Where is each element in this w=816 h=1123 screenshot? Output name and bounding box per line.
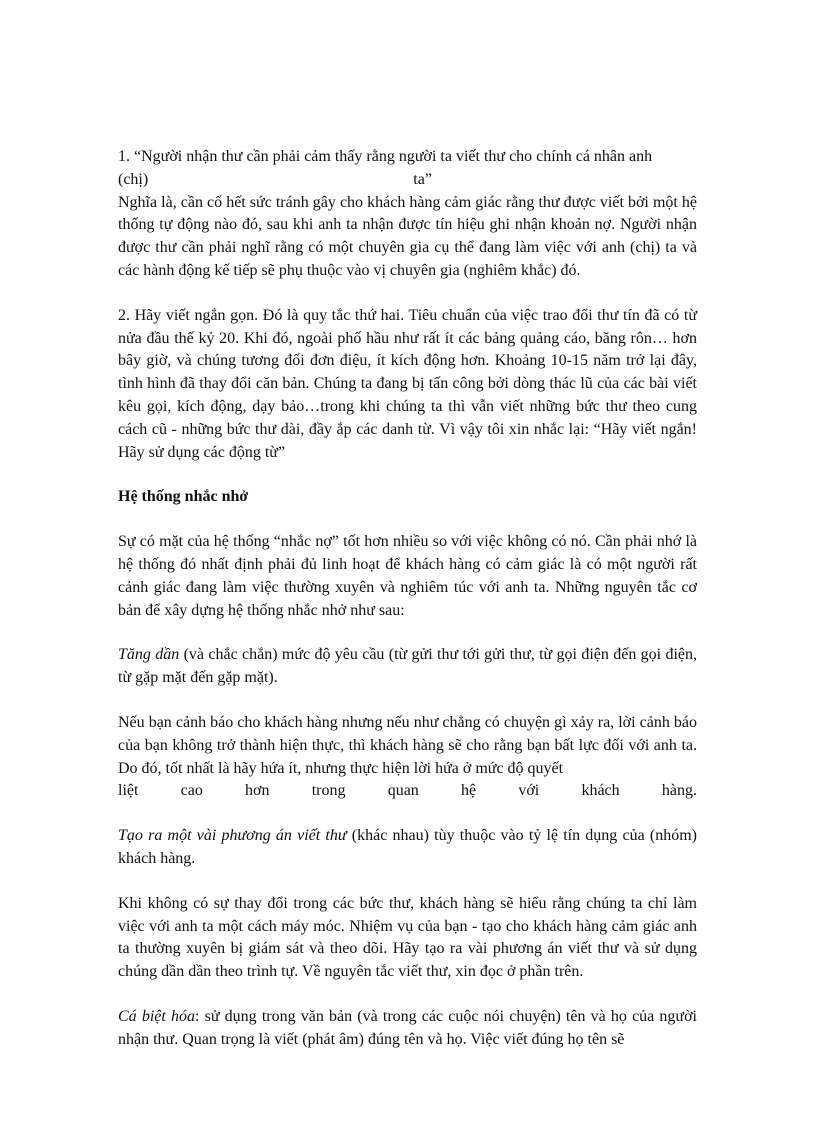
escalation-term: Tăng dần [118,646,180,664]
reminder-intro-paragraph: Sự có mặt của hệ thống “nhắc nợ” tốt hơn nhiều so với việc không có nó. Cần phải nhớ là hệ thống đó nhất định phải đủ linh hoạt để khách hàng có cảm giác là có một người rất cảnh giác đang làm việc thường xuyên và nghiêm túc với anh ta. Những nguyên tắc cơ bản để xây dựng hệ thống nhắc nhở như sau: [118,533,697,619]
rule-1-title-line1: 1. “Người nhận thư cần phải cảm thấy rằng người ta viết thư cho chính cá nhân anh [118,148,653,165]
variants-term: Tạo ra một vài phương án viết thư [118,827,347,845]
variants-paragraph [118,825,697,871]
warning-last-line [118,780,697,803]
word: liệt [118,782,139,800]
word: hệ [461,782,477,800]
personalize-term: Cá biệt hóa [118,1007,195,1025]
word: trong [311,782,346,800]
warning-paragraph: Nếu bạn cảnh báo cho khách hàng nhưng nếu như chẳng có chuyện gì xảy ra, lời cảnh báo của bạn không trở thành hiện thực, thì khách hàng sẽ cho rằng bạn bất lực đối với anh ta. Do đó, tốt nhất là hãy hứa ít, nhưng thực hiện lời hứa ở mức độ quyết [118,713,697,777]
variants-text: (khác nhau) tùy thuộc vào tỷ lệ tín dụng của (nhóm) khách hàng. [118,827,698,867]
document-body [118,146,697,1074]
word: khách [581,782,620,800]
personalize-paragraph [118,1006,697,1052]
rule-1-title-line2 [118,169,697,192]
section-heading: Hệ thống nhắc nhở [118,488,249,506]
word: hàng. [661,782,697,800]
rule-1-title [118,146,697,192]
rule-1-title-chi: (chị) [118,170,149,188]
rule-1-title-ta: ta” [413,170,432,188]
escalation-paragraph [118,644,697,690]
word: hơn [245,782,270,800]
personalize-text: : sử dụng trong văn bản (và trong các cuộc nói chuyện) tên và họ của người nhận thư. Quan trọng là viết (phát âm) đúng tên và họ. Việc viết đúng họ tên sẽ [118,1007,698,1048]
word: quan [387,782,419,800]
rule-1-body: Nghĩa là, cần cố hết sức tránh gây cho khách hàng cảm giác rằng thư được viết bởi một hệ thống tự động nào đó, sau khi anh ta nhận được tín hiệu ghi nhận khoản nợ. Người nhận được thư cần phải nghĩ rằng có một chuyên gia cụ thể đang làm việc với anh (chị) ta và các hành động kế tiếp sẽ phụ thuộc vào vị chuyên gia (nghiêm khắc) đó. [118,193,697,279]
rule-2-paragraph: 2. Hãy viết ngắn gọn. Đó là quy tắc thứ hai. Tiêu chuẩn của việc trao đổi thư tín đã có từ nửa đầu thế kỷ 20. Khi đó, ngoài phố hầu như rất ít các bảng quảng cáo, băng rôn… hơn bây giờ, và chúng tương đối đơn điệu, ít kích động hơn. Khoảng 10-15 năm trở lại đây, tình hình đã thay đổi căn bản. Chúng ta đang bị tấn công bởi dòng thác lũ của các bài viết kêu gọi, kích động, dạy bảo…trong khi chúng ta thì vẫn viết những bức thư theo cung cách cũ - những bức thư dài, đầy ắp các danh từ. Vì vậy tôi xin nhắc lại: “Hãy viết ngắn! Hãy sử dụng các động từ” [118,306,697,461]
monitoring-paragraph: Khi không có sự thay đổi trong các bức thư, khách hàng sẽ hiểu rằng chúng ta chỉ làm việc với anh ta một cách máy móc. Nhiệm vụ của bạn - tạo cho khách hàng cảm giác anh ta thường xuyên bị giám sát và theo dõi. Hãy tạo ra vài phương án viết thư và sử dụng chúng dần dần theo trình tự. Về nguyên tắc viết thư, xin đọc ở phần trên. [118,894,697,981]
escalation-text: (và chắc chắn) mức độ yêu cầu (từ gửi thư tới gửi thư, từ gọi điện đến gọi điện, từ gặp mặt đến gặp mặt). [118,646,697,687]
word: với [518,782,540,800]
word: cao [180,782,203,800]
